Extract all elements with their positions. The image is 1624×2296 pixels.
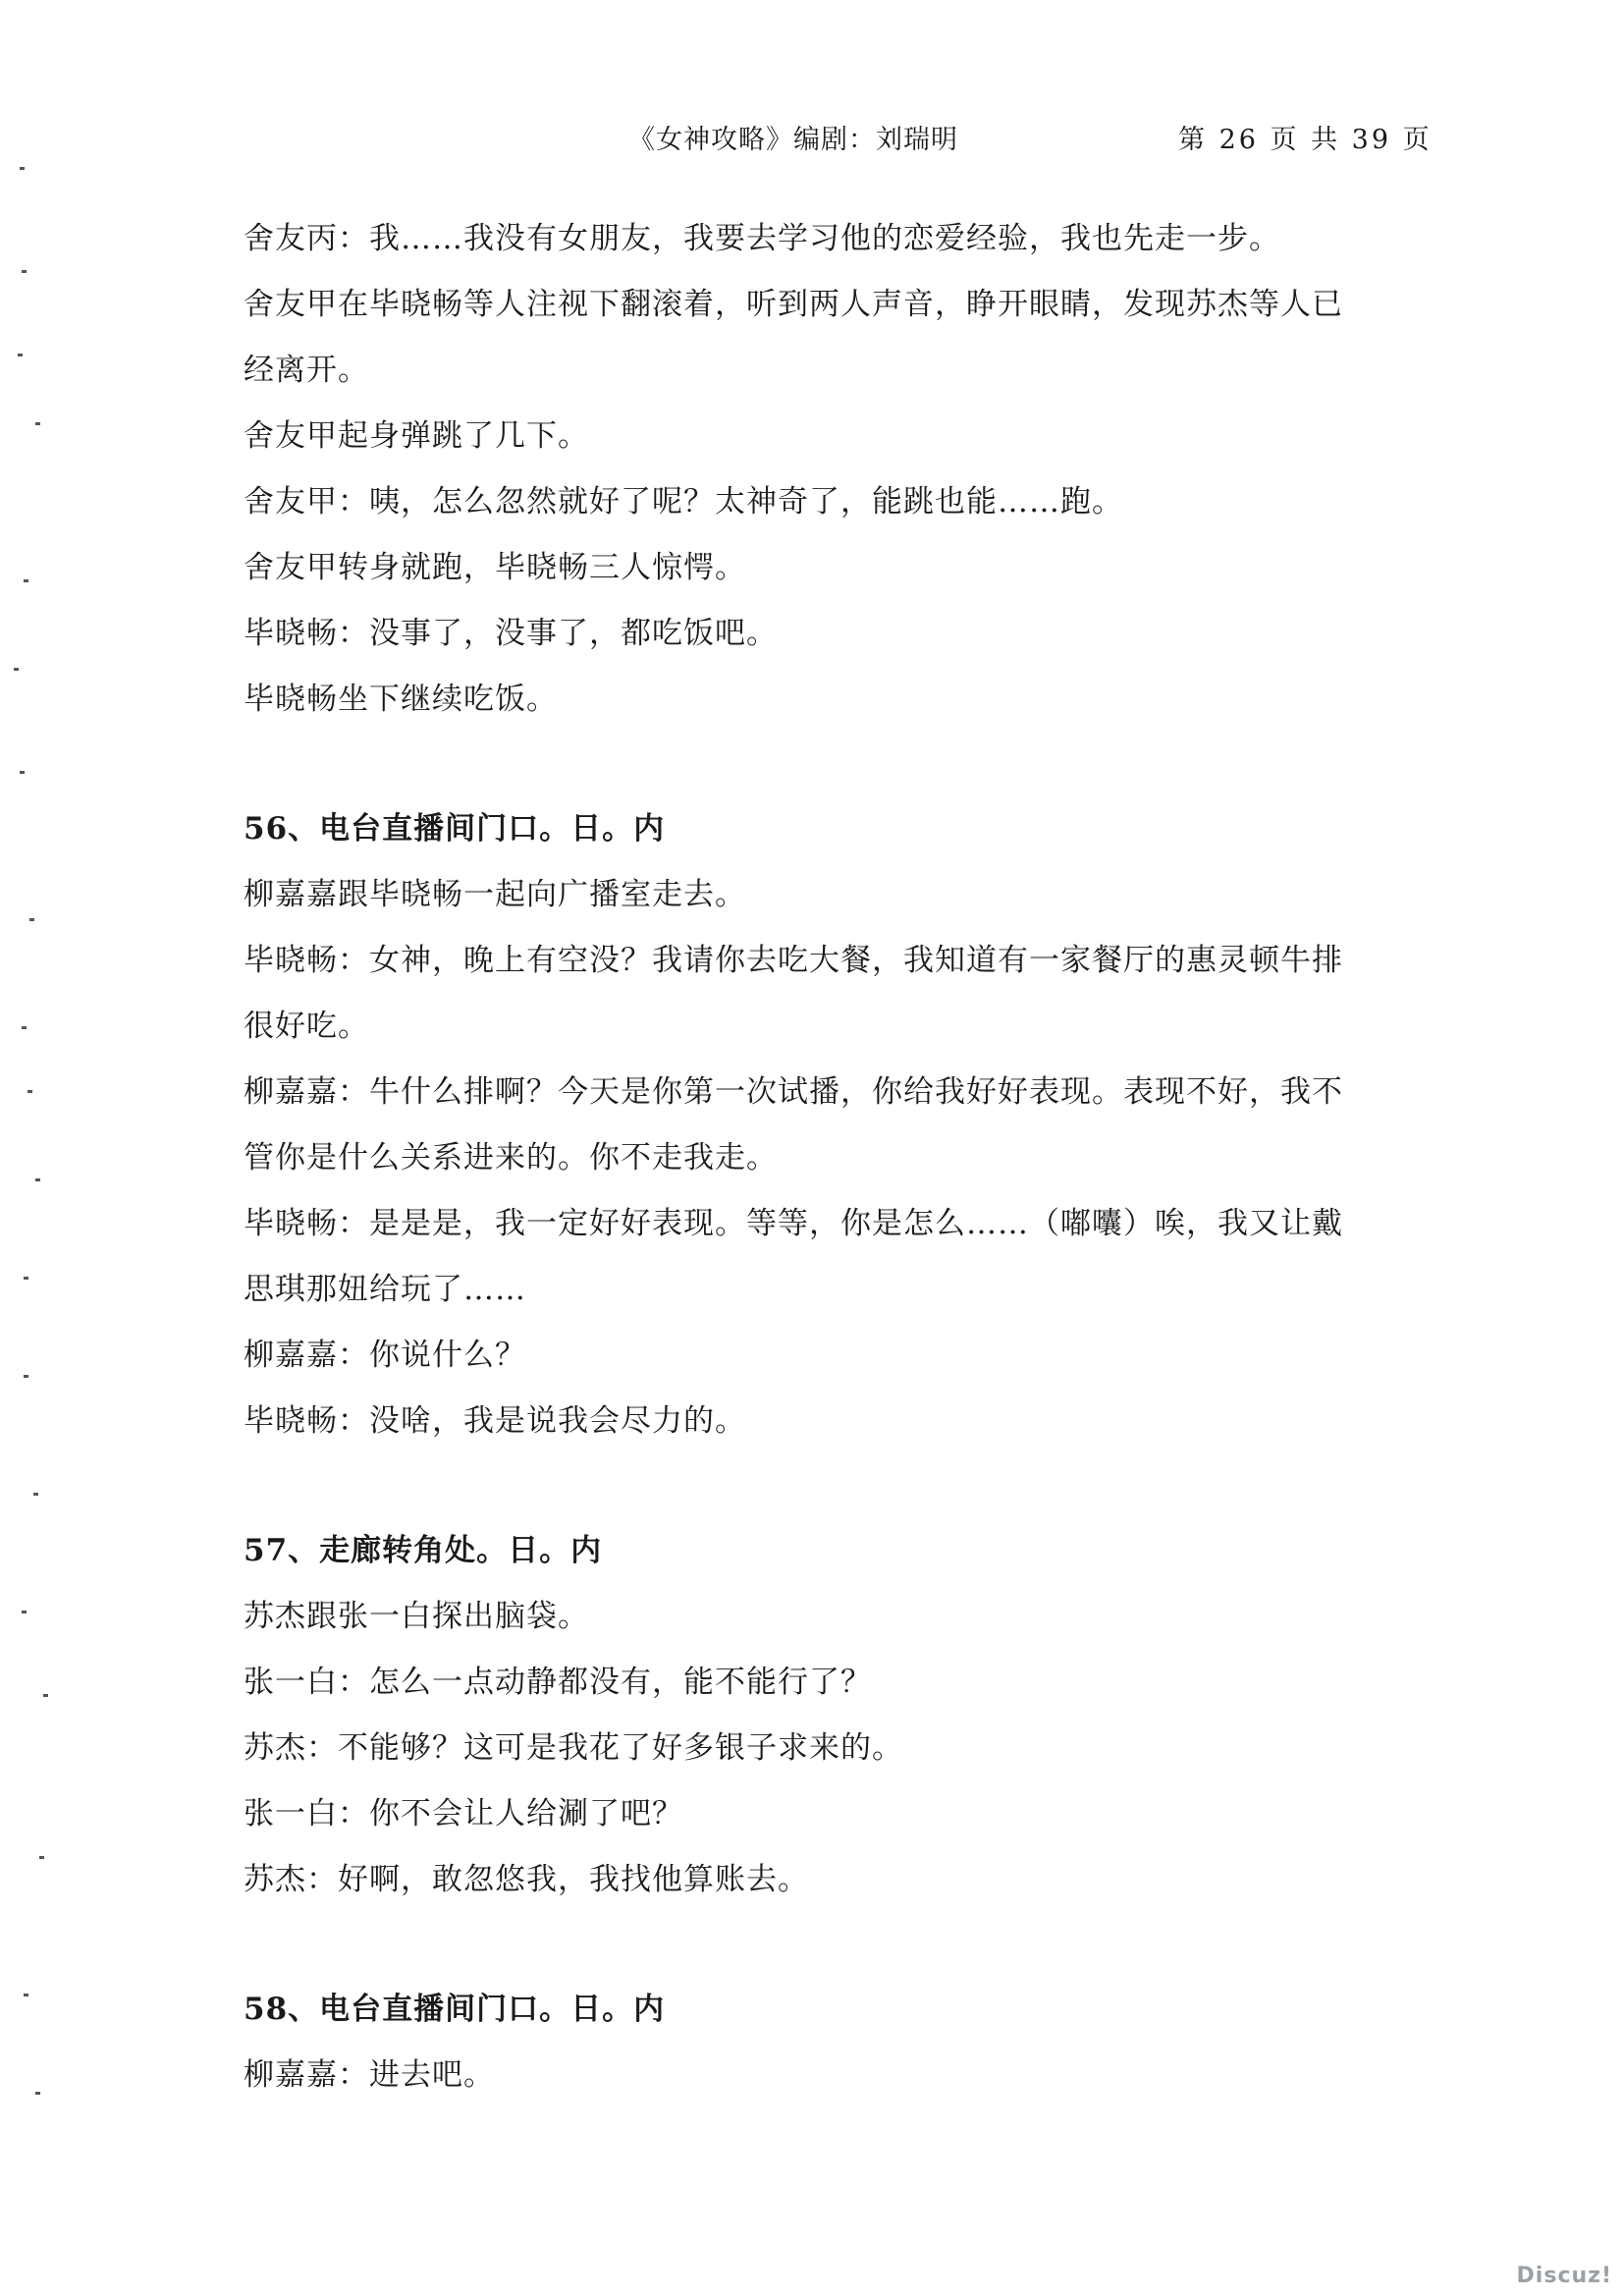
section-gap [244,1454,1392,1518]
script-line: 舍友甲起身弹跳了几下。 [244,418,589,454]
script-line: 张一白：你不会让人给涮了吧？ [244,1796,683,1831]
script-line: 柳嘉嘉：进去吧。 [244,2057,495,2093]
script-line: 毕晓畅：是是是，我一定好好表现。等等，你是怎么……（嘟囔）唉，我又让戴 [244,1206,1343,1241]
script-line: 苏杰：不能够？这可是我花了好多银子求来的。 [244,1730,903,1766]
script-line: 张一白：怎么一点动静都没有，能不能行了？ [244,1665,872,1700]
page-header [0,118,1624,157]
script-line: 苏杰：好啊，敢忽悠我，我找他算账去。 [244,1862,809,1897]
script-line: 毕晓畅：没事了，没事了，都吃饭吧。 [244,616,778,651]
section-gap [244,733,1392,796]
script-line: 舍友甲在毕晓畅等人注视下翻滚着，听到两人声音，睁开眼睛，发现苏杰等人已 [244,287,1343,322]
scene-heading: 57、走廊转角处。日。内 [244,1533,603,1568]
script-line: 舍友丙：我……我没有女朋友，我要去学习他的恋爱经验，我也先走一步。 [244,221,1280,256]
script-line: 思琪那妞给玩了…… [244,1272,526,1307]
script-body [244,206,1392,2108]
scan-margin-marks [0,0,59,2296]
scene-heading: 58、电台直播间门口。日。内 [244,1992,666,2027]
document-title: 《女神攻略》编剧：刘瑞明 [628,125,958,155]
scene-heading: 56、电台直播间门口。日。内 [244,811,666,847]
script-line: 毕晓畅：没啥，我是说我会尽力的。 [244,1403,746,1439]
watermark: Discuz! [1516,2264,1612,2288]
script-line: 毕晓畅坐下继续吃饭。 [244,682,558,717]
section-gap [244,1913,1392,1977]
script-line: 毕晓畅：女神，晚上有空没？我请你去吃大餐，我知道有一家餐厅的惠灵顿牛排 [244,943,1343,978]
script-line: 柳嘉嘉：你说什么？ [244,1338,526,1373]
script-line: 柳嘉嘉：牛什么排啊？今天是你第一次试播，你给我好好表现。表现不好，我不 [244,1074,1343,1110]
script-line: 管你是什么关系进来的。你不走我走。 [244,1140,778,1175]
script-line: 很好吃。 [244,1009,369,1044]
script-line: 舍友甲转身就跑，毕晓畅三人惊愕。 [244,550,746,585]
script-line: 经离开。 [244,353,369,388]
script-line: 柳嘉嘉跟毕晓畅一起向广播室走去。 [244,877,746,912]
page-number: 第 26 页 共 39 页 [1178,125,1433,155]
script-line: 苏杰跟张一白探出脑袋。 [244,1599,589,1634]
script-line: 舍友甲：咦，怎么忽然就好了呢？太神奇了，能跳也能……跑。 [244,484,1123,519]
